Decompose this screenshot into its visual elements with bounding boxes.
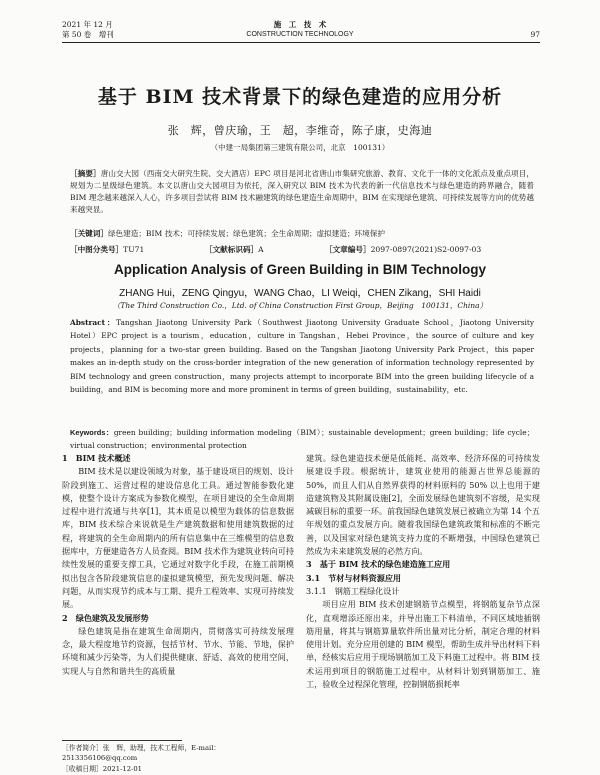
keywords-en-label: Keywords： (70, 428, 114, 437)
section-3-heading: 3 基于 BIM 技术的绿色建造施工应用 (306, 559, 451, 570)
clc-field (70, 244, 144, 255)
footnote-received: ［收稿日期］2021-12-01 (62, 765, 142, 773)
header-rule (62, 42, 540, 43)
header-journal-cn: 施 工 技 术 (273, 20, 327, 29)
section-3-1-1-text: 项目应用 BIM 技术创建钢筋节点模型，将钢筋复杂节点深化，直观增添还原出来，并导出施工下料清单，不同区域地插钢筋用量，将其与钢筋算量软件所出量对比分析，制定合理的材料使用计划。充分应用创建的 BIM 模型，帮助生成并导出材料下料单，经核实后应用于现场钢筋加工及下料施工过程中。将 BIM 技术运用到项目的钢筋施工过程中，从材料计划到钢筋加工、施工，验收全过程深化管理，控制钢筋损耗率 (306, 599, 540, 690)
doc-code-value: A (258, 245, 264, 254)
affiliation-cn: （中建一局集团第三建筑有限公司，北京 100131） (210, 143, 390, 152)
abstract-cn-text: 唐山交大园（西南交大研究生院、交大酒店）EPC 项目是河北省唐山市集研究旅游、教育、文化于一体的文化派点及重点项目，规划为二星级绿色建筑。本文以唐山交大园项目为依托，深入研究以 BIM 技术为代表的新一代信息技术与绿色建造的跨界融合，随着 BIM 理念越来越深入人心，许多项目尝试将 BIM 技术融建筑的绿色建造生命周期中，BIM 在实现绿色建筑、可持续发展等方向的优势越来越突显。 (70, 169, 535, 214)
left-column (62, 452, 294, 678)
section-1-heading: 1 BIM 技术概述 (62, 453, 131, 463)
clc-label: ［中图分类号］ (70, 245, 124, 254)
abstract-en-label: Abstract： (70, 318, 117, 327)
abstract-en-text: Tangshan Jiaotong University Park（Southwest Jiaotong University Graduate School，Jiaotong University Hotel）EPC project is a tourism，education，culture in Tangshan，Hebei Province，the source of culture and key projects，planning for a two-star green building. Based on the Tangshan Jiaotong University Park Project，this paper makes an in-depth study on the cross-border integration of the new generation of information technology represented by BIM technology and green construction，many projects attempt to incorporate BIM into the green building lifecycle of a building，and BIM is becoming more and more prominent in terms of green building，sustainability，etc. (70, 318, 534, 395)
footnote-author: ［作者简介］张 辉，助理，技术工程师，E-mail：2513356106@qq.com (62, 744, 221, 762)
affiliation-en: （The Third Construction Co.，Ltd. of China Construction First Group，Beijing 100131，China） (112, 301, 488, 310)
header-volume: 第 50 卷 增刊 (62, 30, 114, 39)
section-2-continued: 建筑。绿色建造技术便是低能耗、高效率、经济环保的可持续发展建设手段。根据统计，建筑业使用的能源占世界总能源的 50%，而且人们从自然界获得的材料原料的 50% 以上也用于建造建筑物及其附属设施[2]，全面发展绿色建筑刻不容缓，是实现减碳目标的重要一环。前我国绿色建筑发展已被确立为第 14 个五年规划的重点发展方向。随着我国绿色建筑政策和标准的不断完善，以及国家对绿色建筑支持力度的不断增强，中国绿色建筑已然成为未来建筑发展的必然方向。 (306, 453, 540, 557)
doc-code-field (205, 244, 264, 255)
doc-code-label: ［文献标识码］ (205, 245, 259, 254)
header-page-number: 97 (530, 30, 540, 39)
section-3-1-heading: 3.1 节材与材料资源应用 (306, 572, 402, 583)
header-date: 2021 年 12 月 (62, 20, 113, 29)
section-2-heading: 2 绿色建筑及发展形势 (62, 612, 149, 623)
keywords-cn (70, 228, 534, 239)
abstract-cn-label: ［摘要］ (70, 169, 101, 178)
article-no-field (325, 244, 481, 255)
abstract-en (70, 316, 534, 396)
section-3-1-1-heading: 3.1.1 钢筋工程绿化设计 (306, 585, 400, 596)
article-no-value: 2097-0897(2021)S2-0097-03 (370, 245, 482, 254)
header-journal-en: CONSTRUCTION TECHNOLOGY (246, 31, 354, 38)
keywords-cn-label: ［关键词］ (70, 229, 108, 238)
section-2-text: 绿色建筑是指在建筑生命周期内，贯彻落实可持续发展理念，最大程度地节约资源，包括节材、节水、节能、节地，保护环境和减少污染等，为人们提供健康、舒适、高效的使用空间，实现人与自然和谐共生的高质量 (62, 625, 294, 676)
section-1-text: BIM 技术是以建设领域为对象，基于建设项目的规划、设计阶段到施工、运营过程的建设信息化工具。通过智能参数化建模，使整个设计方案成为参数化模型，在项目建设的全生命周期过程中进行流通与共享[1]，其本质是以模型为载体的信息数据库，BIM 技术综合来说就是生产建筑数据和使用建筑数据的过程，将建筑的全生命周期内的所有信息集中在三维模型的信息数据库中，方便建造各方人员查阅。BIM 技术作为建筑业转向可持续性发展的重要支撑工具，它通过对数字化手段，在施工前期模拟出包含各阶段建筑信息的虚拟建筑模型，预先发现问题、解决问题，从而实现节约成本与工期、提升工程效率、实现可持续发展。 (62, 466, 294, 610)
page-title-cn: 基于 BIM 技术背景下的绿色建造的应用分析 (97, 86, 503, 108)
page-title-en: Application Analysis of Green Building in BIM Technology (113, 262, 487, 277)
keywords-cn-text: 绿色建造；BIM 技术；可持续发展；绿色建筑；全生命周期；虚拟建造；环境保护 (107, 229, 385, 238)
footnote-rule (62, 740, 182, 741)
right-column (306, 452, 540, 691)
authors-cn: 张 辉，曾庆瑜，王 超，李维奇，陈子康，史海迪 (167, 124, 433, 137)
clc-value: TU71 (123, 245, 145, 254)
abstract-cn (70, 168, 534, 216)
article-no-label: ［文章编号］ (325, 245, 371, 254)
keywords-en (70, 426, 534, 453)
authors-en: ZHANG Hui，ZENG Qingyu，WANG Chao，LI Weiqi，CHEN Zikang，SHI Haidi (119, 288, 481, 299)
keywords-en-text: green building；building information modeling（BIM）；sustainable development；green building；life cycle；virtual construction；environmental protection (70, 428, 535, 451)
